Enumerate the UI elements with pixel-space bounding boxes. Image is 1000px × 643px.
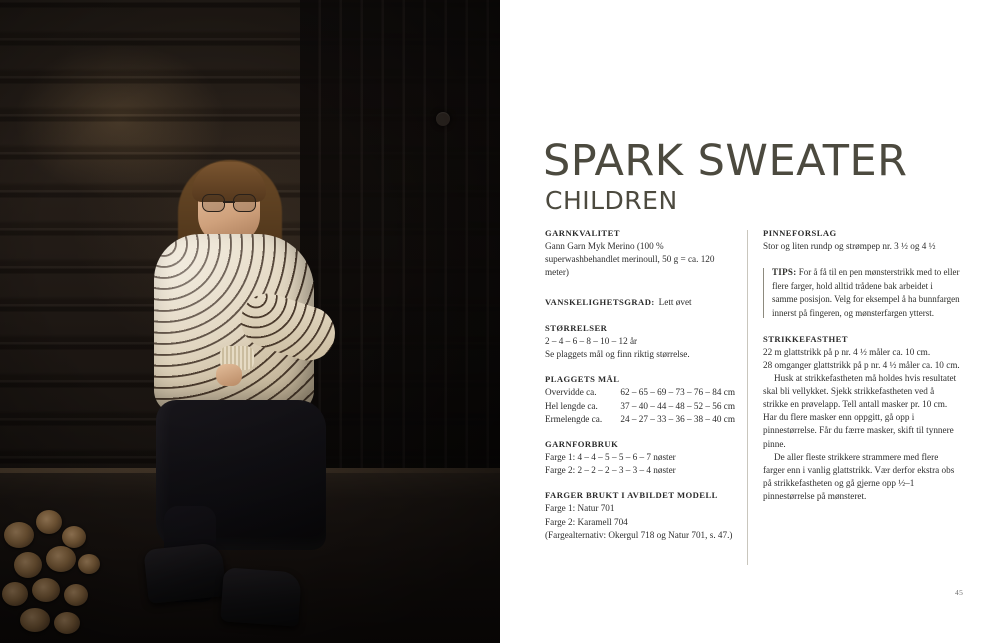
left-text-column [545,228,735,555]
difficulty-value: Lett øvet [658,297,692,308]
hand [216,364,242,386]
model-figure [120,150,380,620]
section-sizes [545,323,735,361]
section-measurements [545,374,735,426]
gauge-paragraph-2: De aller fleste strikkere strammere med flere farger enn i vanlig glattstrikk. Vær derfor ekstra obs på strikkefastheten og gå gjerne opp ½–1 pinnestørrelse på mønsteret. [763,451,955,501]
section-yarn-usage [545,439,735,477]
measurement-value: 37 – 40 – 44 – 48 – 52 – 56 cm [620,400,735,411]
colors-used-heading: FARGER BRUKT I AVBILDET MODELL [545,490,718,501]
tip-label: TIPS: [772,267,797,278]
section-gauge [763,334,960,503]
yarn-usage-line-1: Farge 1: 4 – 4 – 5 – 5 – 6 – 7 nøster [545,452,676,463]
yarn-usage-heading: GARNFORBRUK [545,439,619,450]
needles-text: Stor og liten rundp og strømpep nr. 3 ½ og 4 ½ [763,241,936,251]
yarn-usage-line-2: Farge 2: 2 – 2 – 2 – 3 – 3 – 4 nøster [545,465,676,476]
yarn-quality-text: Gann Garn Myk Merino (100 % superwashbehandlet merinoull, 50 g = ca. 120 meter) [545,241,715,278]
right-text-column [753,228,960,555]
yarn-quality-heading: GARNKVALITET [545,228,620,238]
measurement-label: Overvidde ca. [545,387,597,398]
measurements-heading: PLAGGETS MÅL [545,374,620,385]
page-subtitle: CHILDREN [545,186,678,215]
section-yarn-quality [545,228,735,279]
section-difficulty [545,292,735,310]
eyeglasses [202,194,256,210]
tip-text: For å få til en pen mønsterstrikk med to eller flere farger, hold alltid trådene bak arbeidet i samme posisjon. Velg for eksempel å ha bunnfargen innerst på fingeren, og mønsterfargen ytterst. [772,267,960,318]
text-page [500,0,1000,643]
gauge-line-2: 28 omganger glattstrikk på p nr. 4 ½ måler ca. 10 cm. [763,360,960,371]
section-colors-used [545,490,735,541]
difficulty-heading: VANSKELIGHETSGRAD: [545,297,655,308]
measurement-row [545,400,735,413]
page-number: 45 [955,588,964,597]
sizes-line-1: 2 – 4 – 6 – 8 – 10 – 12 år [545,336,638,347]
measurement-label: Hel lengde ca. [545,400,598,411]
measurement-row [545,413,735,426]
color-line-2: Farge 2: Karamell 704 [545,516,628,527]
sizes-line-2: Se plaggets mål og finn riktig størrelse. [545,349,690,360]
section-needles [763,228,960,253]
boot-left [143,542,226,604]
gauge-heading: STRIKKEFASTHET [763,334,848,345]
color-alternative: (Fargealternativ: Okergul 718 og Natur 701, s. 47.) [545,529,733,540]
boot-right [220,567,302,626]
gauge-paragraph-1: Husk at strikkefastheten må holdes hvis resultatet skal bli vellykket. Sjekk strikkefastheten ved å strikke en prøvelapp. Tell antall masker pr. 10 cm. Har du flere masker enn oppgitt, gå opp i pinnestørrelse. Får du færre masker, skift til tynnere pinne. [763,373,957,449]
measurement-value: 24 – 27 – 33 – 36 – 38 – 40 cm [620,414,735,424]
measurement-label: Ermelengde ca. [545,414,603,424]
color-line-1: Farge 1: Natur 701 [545,503,615,514]
sizes-heading: STØRRELSER [545,323,608,334]
page-title: SPARK SWEATER [543,136,908,186]
tip-box [763,266,960,320]
measurement-row [545,386,735,399]
pattern-columns [545,228,960,555]
gauge-line-1: 22 m glattstrikk på p nr. 4 ½ måler ca. 10 cm. [763,347,931,358]
measurement-value: 62 – 65 – 69 – 73 – 76 – 84 cm [620,387,735,398]
door-handle [436,112,450,126]
needles-heading: PINNEFORSLAG [763,228,837,238]
